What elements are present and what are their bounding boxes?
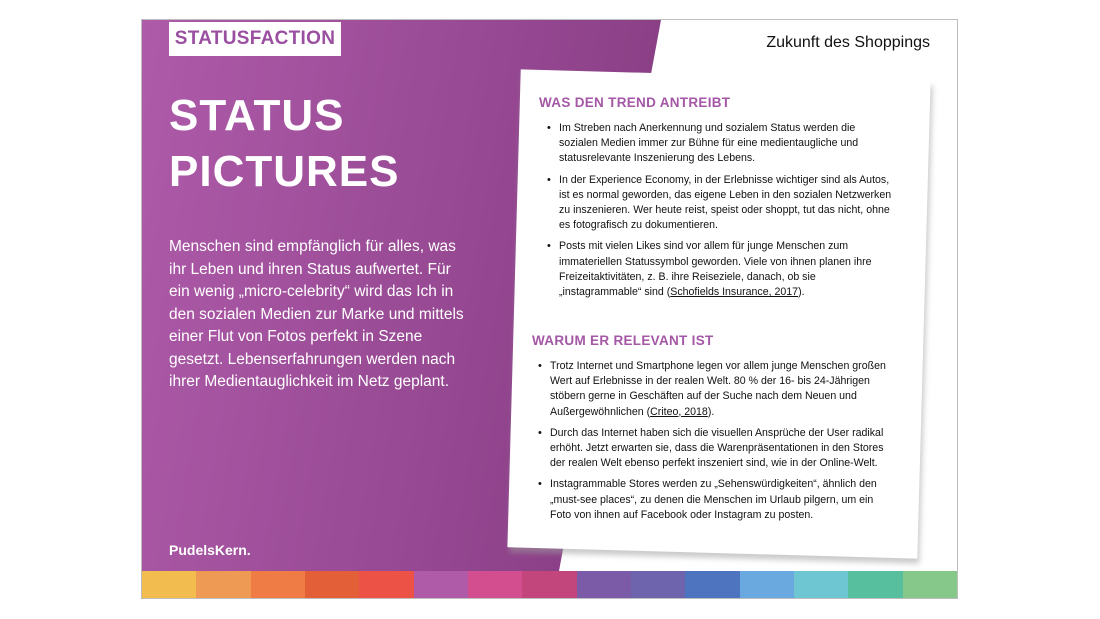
drivers-list xyxy=(545,121,895,306)
color-stripe-bar xyxy=(142,571,957,599)
color-stripe-segment xyxy=(631,571,685,599)
list-item: • Durch das Internet haben sich die visuellen Ansprüche der User radikal erhöht. Jetzt erwarten sie, dass die Warenpräsentationen in den Stores der realen Welt ebenso perfekt inszeniert sind, wie in der Online-Welt. xyxy=(536,426,891,472)
info-card-content xyxy=(514,75,924,553)
section-title-relevance: WARUM ER RELEVANT IST xyxy=(532,333,714,348)
color-stripe-segment xyxy=(794,571,848,599)
color-stripe-segment xyxy=(305,571,359,599)
source-link-criteo[interactable]: Criteo, 2018 xyxy=(650,405,708,418)
color-stripe-segment xyxy=(848,571,902,599)
list-item: • Instagrammable Stores werden zu „Sehenswürdigkeiten“, ähnlich den „must-see places“, zu denen die Menschen im Urlaub pilgern, um ein Foto von ihnen auf Facebook oder Instagram zu posten. xyxy=(536,477,891,523)
color-stripe-segment xyxy=(522,571,576,599)
category-tag: STATUSFACTION xyxy=(169,22,341,56)
intro-paragraph: Menschen sind empfänglich für alles, was ihr Leben und ihren Status aufwertet. Für ein wenig „micro-celebrity“ wird das Ich in den sozialen Medien zur Marke und mittels einer Flut von Fotos perfekt in Szene gesetzt. Lebenserfahrungen werden nach ihrer Medientauglichkeit im Netz geplant. xyxy=(169,238,464,390)
color-stripe-segment xyxy=(577,571,631,599)
info-card xyxy=(507,69,930,558)
source-link-schofields[interactable]: Schofields Insurance, 2017 xyxy=(670,286,799,299)
color-stripe-segment xyxy=(740,571,794,599)
color-stripe-segment xyxy=(903,571,957,599)
color-stripe-segment xyxy=(142,571,196,599)
color-stripe-segment xyxy=(468,571,522,599)
list-item: • Posts mit vielen Likes sind vor allem für junge Menschen zum immateriellen Statussymbol geworden. Viele von ihnen planen ihre Freizeitaktivitäten, z. B. ihre Reiseziele, danach, ob sie „instagrammable“ sind (Schofields Insurance, 2017). xyxy=(545,239,895,300)
title-line-2: PICTURES xyxy=(169,147,400,196)
color-stripe-segment xyxy=(359,571,413,599)
color-stripe-segment xyxy=(685,571,739,599)
list-item: • Im Streben nach Anerkennung und sozialem Status werden die sozialen Medien immer zur Bühne für eine medientaugliche und statusrelevante Inszenierung des Lebens. xyxy=(545,121,895,167)
section-title-drivers: WAS DEN TREND ANTREIBT xyxy=(539,95,731,110)
color-stripe-segment xyxy=(196,571,250,599)
slide xyxy=(141,19,958,599)
color-stripe-segment xyxy=(251,571,305,599)
topic-title: Zukunft des Shoppings xyxy=(766,34,930,51)
relevance-list xyxy=(536,359,891,529)
color-stripe-segment xyxy=(414,571,468,599)
list-item: • Trotz Internet und Smartphone legen vor allem junge Menschen großen Wert auf Erlebnisse in der realen Welt. 80 % der 16- bis 24-Jährigen stöbern gerne in Geschäften auf der Suche nach dem Neuen und Außergewöhnlichen (Criteo, 2018). xyxy=(536,359,891,420)
pudelskern-logo: PudelsKern. xyxy=(169,542,251,558)
title-line-1: STATUS xyxy=(169,91,345,140)
list-item: • In der Experience Economy, in der Erlebnisse wichtiger sind als Autos, ist es normal geworden, das eigene Leben in den sozialen Netzwerken zu inszenieren. Wer heute reist, speist oder shoppt, tut das nicht, ohne es fotografisch zu dokumentieren. xyxy=(545,173,895,234)
page-title xyxy=(169,88,469,200)
